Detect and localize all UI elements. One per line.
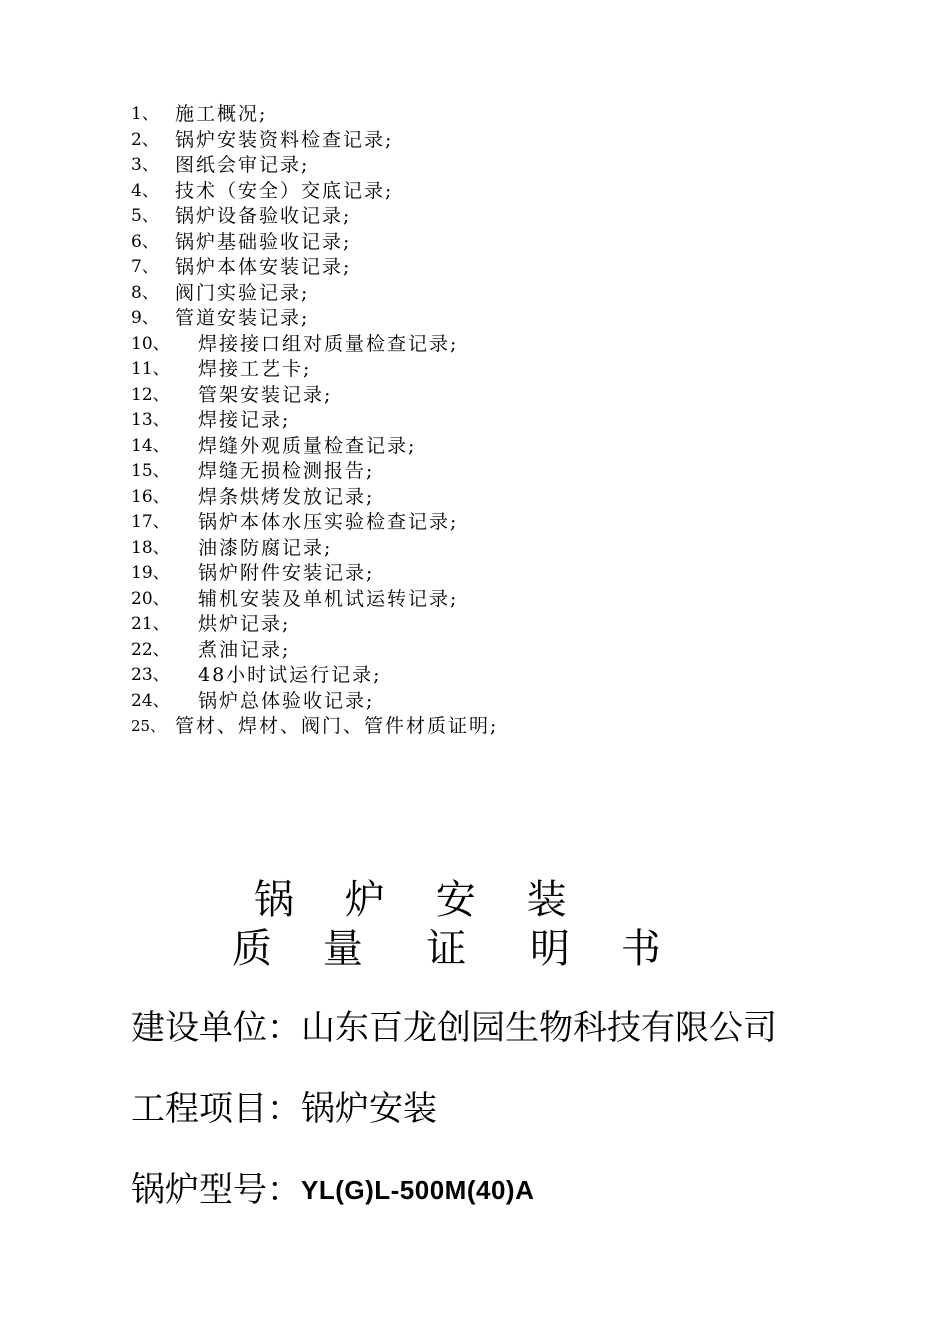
- item-text: 图纸会审记录;: [175, 154, 310, 176]
- item-text: 焊接记录;: [198, 409, 291, 431]
- item-number: 14、: [131, 435, 170, 456]
- list-item: [131, 714, 498, 740]
- item-text: 油漆防腐记录;: [198, 536, 333, 559]
- item-text: 焊缝外观质量检查记录;: [198, 434, 417, 457]
- list-item: [131, 179, 498, 205]
- list-item: [131, 408, 498, 434]
- item-text: 焊接工艺卡;: [198, 358, 312, 380]
- list-item: [131, 255, 498, 281]
- item-number: 24、: [131, 690, 170, 711]
- item-text: 技术（安全）交底记录;: [175, 179, 394, 202]
- boiler-model-field: [131, 1168, 534, 1212]
- item-number: 19、: [131, 563, 170, 583]
- list-item: [131, 561, 498, 587]
- item-text: 焊接接口组对质量检查记录;: [198, 332, 459, 355]
- item-number: 22、: [131, 639, 170, 660]
- item-text: 锅炉本体安装记录;: [175, 256, 352, 278]
- owner-label: 建设单位：: [131, 1008, 301, 1048]
- list-item: [131, 204, 498, 230]
- document-title-line-1: 锅 炉 安 装: [254, 877, 567, 923]
- item-number: 16、: [131, 486, 170, 507]
- list-item: [131, 281, 498, 307]
- item-number: 13、: [131, 410, 170, 430]
- item-number: 25、: [131, 717, 166, 735]
- item-number: 2、: [131, 129, 159, 150]
- item-number: 9、: [131, 308, 159, 328]
- item-text: 焊缝无损检测报告;: [198, 460, 375, 482]
- list-item: [131, 536, 498, 562]
- list-item: [131, 638, 498, 664]
- item-number: 23、: [131, 665, 170, 685]
- item-number: 10、: [131, 333, 170, 354]
- item-number: 15、: [131, 461, 170, 481]
- list-item: [131, 663, 498, 689]
- item-text: 48小时试运行记录;: [198, 664, 382, 686]
- item-number: 20、: [131, 588, 170, 609]
- item-number: 4、: [131, 180, 159, 201]
- item-number: 6、: [131, 231, 159, 252]
- item-text: 焊条烘烤发放记录;: [198, 485, 375, 508]
- item-text: 施工概况;: [175, 103, 268, 125]
- item-text: 煮油记录;: [198, 638, 291, 661]
- item-number: 8、: [131, 282, 159, 303]
- item-text: 锅炉基础验收记录;: [175, 230, 352, 253]
- project-field: [131, 1087, 437, 1131]
- item-text: 阀门实验记录;: [175, 281, 310, 304]
- item-number: 7、: [131, 257, 159, 277]
- owner-field: [131, 1006, 777, 1050]
- list-item: [131, 357, 498, 383]
- item-text: 烘炉记录;: [198, 613, 291, 635]
- boiler-model-value: YL(G)L-500M(40)A: [301, 1175, 535, 1205]
- item-text: 辅机安装及单机试运转记录;: [198, 587, 459, 610]
- item-number: 5、: [131, 206, 159, 226]
- item-number: 17、: [131, 512, 170, 532]
- item-number: 12、: [131, 384, 170, 405]
- document-title-line-2: 质 量 证 明 书: [232, 926, 661, 972]
- owner-value: 山东百龙创园生物科技有限公司: [301, 1008, 777, 1048]
- record-index-list: [131, 102, 498, 740]
- list-item: [131, 485, 498, 511]
- project-value: 锅炉安装: [301, 1089, 437, 1129]
- item-number: 1、: [131, 104, 159, 124]
- item-number: 3、: [131, 155, 159, 175]
- item-text: 管架安装记录;: [198, 383, 333, 406]
- item-number: 18、: [131, 537, 170, 558]
- project-label: 工程项目：: [131, 1089, 301, 1129]
- item-number: 11、: [131, 359, 170, 379]
- item-text: 锅炉本体水压实验检查记录;: [198, 511, 459, 533]
- list-item: [131, 434, 498, 460]
- boiler-model-label: 锅炉型号：: [131, 1170, 301, 1210]
- item-text: 管道安装记录;: [175, 307, 310, 329]
- list-item: [131, 612, 498, 638]
- list-item: [131, 332, 498, 358]
- list-item: [131, 689, 498, 715]
- list-item: [131, 102, 498, 128]
- item-text: 锅炉安装资料检查记录;: [175, 128, 394, 151]
- list-item: [131, 587, 498, 613]
- item-text: 管材、焊材、阀门、管件材质证明;: [175, 715, 499, 737]
- list-item: [131, 383, 498, 409]
- list-item: [131, 459, 498, 485]
- list-item: [131, 153, 498, 179]
- list-item: [131, 128, 498, 154]
- item-text: 锅炉设备验收记录;: [175, 205, 352, 227]
- item-text: 锅炉附件安装记录;: [198, 562, 375, 584]
- item-text: 锅炉总体验收记录;: [198, 689, 375, 712]
- item-number: 21、: [131, 614, 170, 634]
- list-item: [131, 306, 498, 332]
- list-item: [131, 230, 498, 256]
- list-item: [131, 510, 498, 536]
